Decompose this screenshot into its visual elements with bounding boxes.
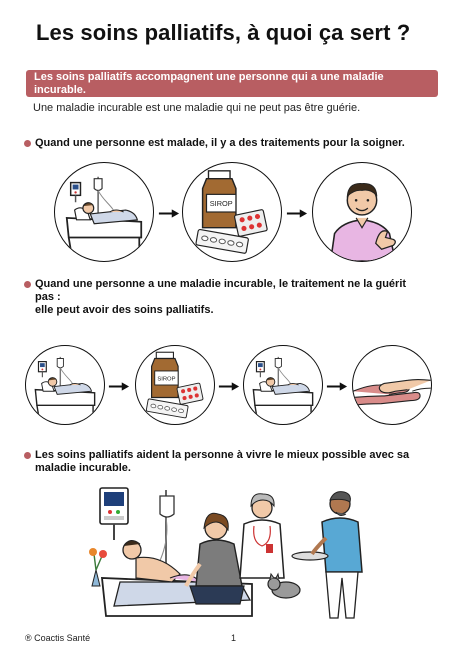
hospital-bed-icon [243,345,323,425]
healthy-person-icon [312,162,412,262]
bullet-dot [24,281,31,288]
monitor-icon [100,488,128,540]
arrow-right-icon [286,206,308,217]
banner: Les soins palliatifs accompagnent une personne qui a une maladie incurable. [26,70,438,97]
visitor-icon [186,513,244,604]
section-1-text: Quand une personne est malade, il y a des traitements pour la soigner. [35,137,405,149]
section-3-bullet [24,449,424,475]
holding-hands-icon [352,345,432,425]
doctor-icon [240,494,284,578]
medicine-icon [182,162,282,262]
footer-brand: ® Coactis Santé [25,633,91,643]
arrow-right-icon [326,379,348,390]
section-2-bullet [24,278,424,317]
section-3-text: Les soins palliatifs aident la personne à vivre le mieux possible avec sa maladie incurable. [35,449,410,474]
patient-icon [123,540,200,582]
nurse-icon [292,492,362,618]
bullet-dot [24,140,31,147]
bullet-dot [24,452,31,459]
section-2-line-1: Quand une personne a une maladie incurable, le traitement ne la guérit pas : [35,278,407,303]
arrow-right-icon [218,379,240,390]
section-1-bullet [24,137,424,150]
intro-text: Une maladie incurable est une maladie qui ne peut pas être guérie. [33,102,361,114]
page-number: 1 [231,633,237,643]
hospital-bed-icon [25,345,105,425]
medicine-icon [135,345,215,425]
hospital-bed-icon [54,162,154,262]
section-2-line-2: elle peut avoir des soins palliatifs. [35,304,214,316]
page-title: Les soins palliatifs, à quoi ça sert ? [36,20,411,45]
arrow-right-icon [108,379,130,390]
arrow-right-icon [158,206,180,217]
palliative-care-scene [40,482,380,620]
